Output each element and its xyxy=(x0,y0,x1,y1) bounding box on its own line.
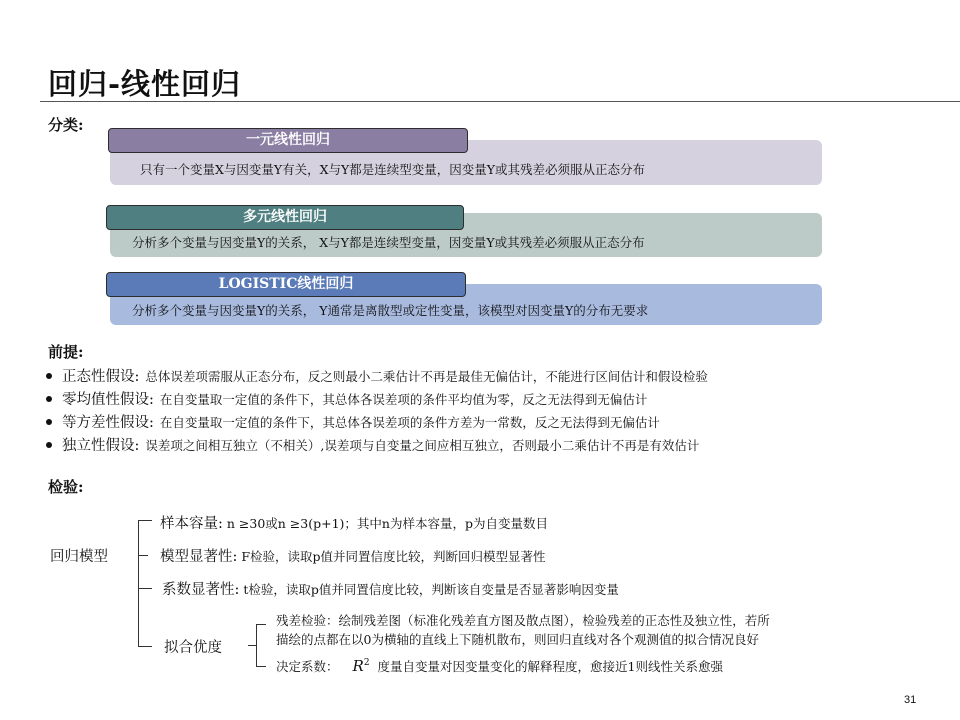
classification-box-3-text: 分析多个变量与因变量Y的关系， Y通常是离散型或定性变量，该模型对因变量Y的分布无要求 xyxy=(132,302,649,318)
test-branch xyxy=(160,545,546,566)
premise-list xyxy=(46,364,708,456)
tree-bracket xyxy=(138,520,139,647)
determination-coefficient xyxy=(276,657,723,675)
premise-item xyxy=(46,387,708,410)
tree-connector xyxy=(248,645,256,646)
determination-desc: 度量自变量对因变量变化的解释程度，愈接近1则线性关系愈强 xyxy=(377,659,724,674)
test-branch-term: 模型显著性: xyxy=(160,549,238,565)
test-branch-desc: n ≥30或n ≥3(p+1)；其中n为样本容量，p为自变量数目 xyxy=(226,516,548,531)
r-squared-symbol: $R^2$ xyxy=(352,657,370,675)
residual-test-line: 描绘的点都在以0为横轴的直线上下随机散布，则回归直线对各个观测值的拟合情况良好 xyxy=(276,632,759,647)
classification-box-2-text: 分析多个变量与因变量Y的关系， X与Y都是连续型变量，因变量Y或其残差必须服从正态分布 xyxy=(132,235,645,250)
premise-desc: 总体误差项需服从正态分布，反之则最小二乘估计不再是最佳无偏估计，不能进行区间估计和假设检验 xyxy=(145,368,708,384)
test-branch xyxy=(162,578,619,599)
premise-term: 零均值性假设: xyxy=(62,392,154,408)
determination-label: 决定系数： xyxy=(276,659,339,674)
classification-box-3-label: LOGISTIC线性回归 xyxy=(106,272,466,297)
premise-term: 等方差性假设: xyxy=(62,415,154,431)
tree-connector xyxy=(256,666,266,667)
premise-item xyxy=(46,364,708,387)
premise-item xyxy=(46,410,708,433)
title-divider xyxy=(40,101,960,102)
premise-desc: 在自变量取一定值的条件下，其总体各误差项的条件平均值为零，反之无法得到无偏估计 xyxy=(159,391,648,407)
bullet-icon xyxy=(46,373,52,379)
classification-heading: 分类: xyxy=(48,116,84,134)
tree-connector xyxy=(138,588,152,589)
residual-test xyxy=(276,611,770,649)
premise-item xyxy=(46,433,708,456)
fit-term: 拟合优度 xyxy=(164,640,222,656)
classification-box-1-label: 一元线性回归 xyxy=(108,128,468,153)
premise-heading: 前提: xyxy=(48,343,84,361)
tree-root: 回归模型 xyxy=(50,549,108,565)
classification-box-2-label: 多元线性回归 xyxy=(106,205,464,230)
bullet-icon xyxy=(46,419,52,425)
fit-bracket xyxy=(256,624,257,666)
tree-connector xyxy=(138,646,152,647)
test-branch-term: 样本容量: xyxy=(160,516,223,532)
classification-box-1-text: 只有一个变量X与因变量Y有关，X与Y都是连续型变量，因变量Y或其残差必须服从正态分布 xyxy=(140,161,646,177)
tree-connector xyxy=(138,520,152,521)
test-branch-term: 系数显著性: xyxy=(162,582,240,598)
premise-desc: 在自变量取一定值的条件下，其总体各误差项的条件方差为一常数，反之无法得到无偏估计 xyxy=(159,414,660,430)
test-heading: 检验: xyxy=(48,478,84,496)
premise-term: 正态性假设: xyxy=(62,369,140,385)
page-title: 回归-线性回归 xyxy=(48,67,242,101)
page-number: 31 xyxy=(904,694,917,706)
bullet-icon xyxy=(46,442,52,448)
tree-connector xyxy=(138,555,148,556)
test-branch-desc: F检验，读取p值并同置信度比较，判断回归模型显著性 xyxy=(241,549,546,564)
bullet-icon xyxy=(46,396,52,402)
tree-connector xyxy=(256,624,266,625)
test-branch xyxy=(160,512,548,533)
residual-test-line: 残差检验：绘制残差图（标准化残差直方图及散点图），检验残差的正态性及独立性，若所 xyxy=(276,613,770,628)
premise-term: 独立性假设: xyxy=(62,438,140,454)
test-branch-desc: t检验，读取p值并同置信度比较，判断该自变量是否显著影响因变量 xyxy=(243,582,619,597)
premise-desc: 误差项之间相互独立（不相关）,误差项与自变量之间应相互独立，否则最小二乘估计不再是有效估计 xyxy=(145,437,700,453)
